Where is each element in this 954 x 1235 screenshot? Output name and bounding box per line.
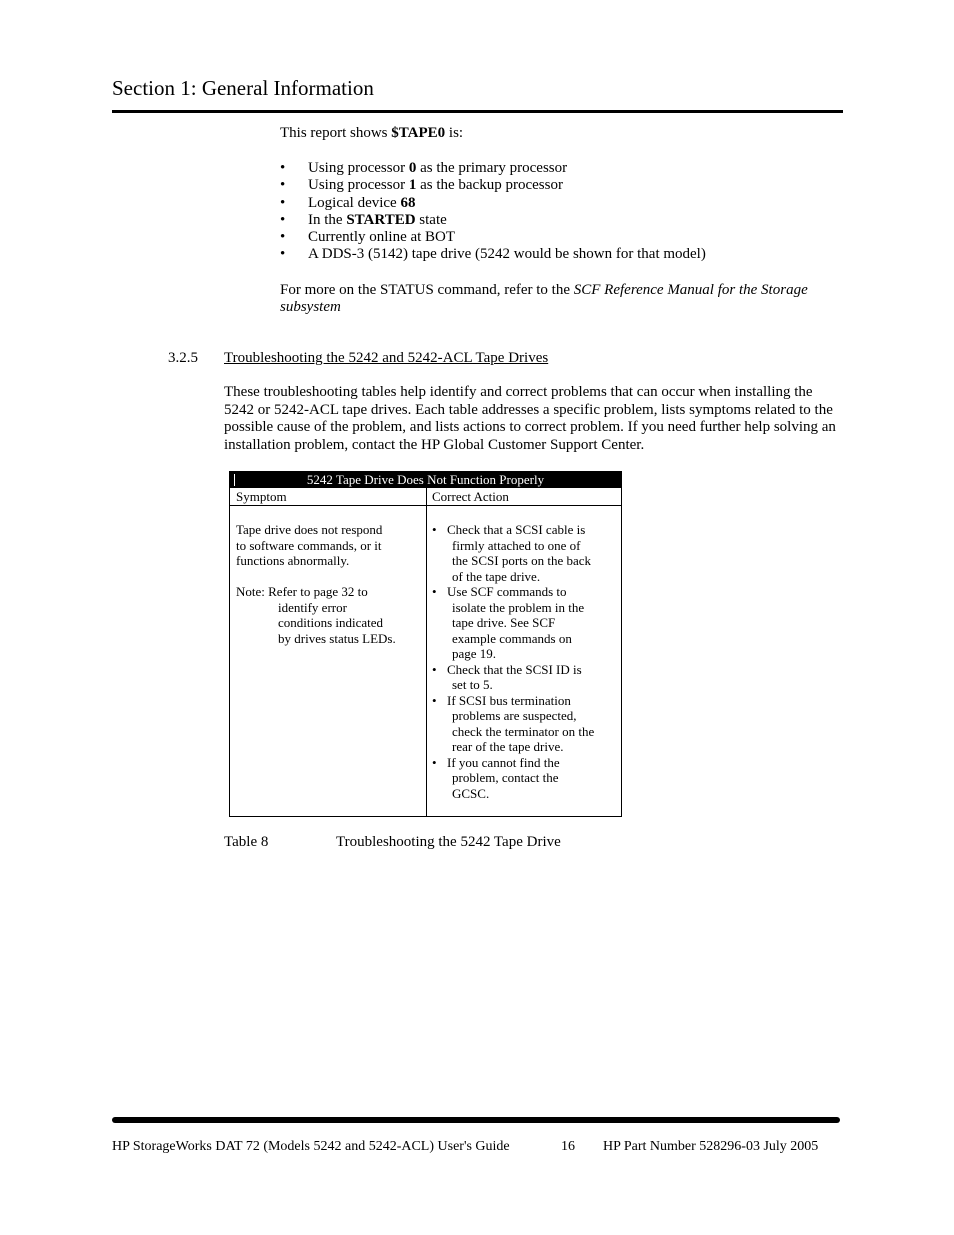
bullet-dot: • (432, 584, 437, 599)
list-item (280, 160, 706, 177)
col-header-action: Correct Action (432, 489, 509, 504)
intro-device: $TAPE0 (391, 125, 446, 141)
action-line: the SCSI ports on the back (452, 553, 592, 568)
action-line: example commands on (452, 630, 572, 646)
troubleshooting-table (229, 471, 622, 817)
bullet-text: state (415, 211, 447, 228)
action-line: Check that a SCSI cable is (447, 522, 586, 537)
list-item (280, 229, 706, 246)
bullet-text: Logical device (308, 194, 401, 211)
action-line: of the tape drive. (452, 568, 541, 584)
more-info (280, 282, 842, 316)
bullet-dot: • (432, 754, 437, 770)
action-line: problems are suspected, (452, 708, 577, 723)
action-line: tape drive. See SCF (452, 615, 556, 630)
list-item (280, 195, 706, 212)
bullet-bold: 1 (408, 177, 417, 194)
action-line: page 19. (452, 646, 497, 661)
table-caption (224, 834, 561, 851)
column-divider (426, 488, 427, 816)
bullet-dot: • (432, 692, 437, 708)
bullet-dot: • (432, 522, 437, 537)
footer-rule (112, 1117, 840, 1123)
action-line: Use SCF commands to (447, 584, 567, 599)
note-line: Note: Refer to page 32 to (236, 584, 368, 599)
list-item (432, 522, 594, 584)
action-line: firmly attached to one of (452, 537, 581, 553)
bullet-dot: • (280, 194, 286, 211)
bullet-dot: • (280, 229, 286, 246)
report-bullet-list (280, 160, 706, 264)
bullet-dot: • (280, 246, 286, 263)
note-line: identify error (278, 599, 347, 615)
action-line: GCSC. (452, 785, 490, 801)
bullet-text: Currently online at BOT (308, 229, 456, 246)
report-intro (280, 125, 463, 142)
symptom-line: to software commands, or it (236, 537, 382, 553)
subsection-title: Troubleshooting the 5242 and 5242-ACL Tape Drives (224, 350, 549, 366)
bullet-dot: • (280, 160, 286, 176)
note-line: conditions indicated (278, 615, 384, 630)
symptom-cell (236, 522, 382, 569)
caption-text: Troubleshooting the 5242 Tape Drive (336, 834, 561, 850)
list-item (280, 177, 706, 194)
col-header-symptom: Symptom (236, 489, 287, 504)
subsection-paragraph: These troubleshooting tables help identify and correct problems that can occur when installing the 5242 or 5242-ACL tape drives. Each table addresses a specific problem, lists symptoms related to the possible cause of the problem, and lists actions to correct problem. If you need further help solving an installation problem, contact the HP Global Customer Support Center. (224, 384, 836, 453)
symptom-line: functions abnormally. (236, 553, 350, 568)
manual-title: SCF Reference Manual for the Storage subsystem (280, 282, 808, 315)
action-line: If you cannot find the (447, 754, 560, 770)
bullet-dot: • (280, 177, 286, 194)
action-line: Check that the SCSI ID is (447, 661, 582, 677)
list-item (432, 662, 594, 693)
more-prefix: For more on the STATUS command, refer to the (280, 282, 574, 298)
list-item (280, 212, 706, 229)
intro-suffix: is: (445, 125, 464, 141)
note-line: by drives status LEDs. (278, 630, 396, 646)
list-item (432, 584, 594, 662)
action-line: If SCSI bus termination (447, 692, 571, 708)
subsection-number: 3.2.5 (168, 350, 198, 366)
list-item (280, 246, 706, 263)
symptom-note (236, 584, 396, 646)
caption-number: Table 8 (224, 834, 269, 850)
bullet-bold: STARTED (346, 211, 416, 228)
table-title-bar (230, 472, 621, 488)
header-rule (112, 110, 843, 113)
bullet-text: A DDS-3 (5142) tape drive (5242 would be shown for that model) (308, 246, 706, 263)
bullet-dot: • (432, 661, 437, 677)
list-item (432, 693, 594, 755)
symptom-line: Tape drive does not respond (236, 522, 383, 537)
bullet-bold: 0 (408, 160, 417, 176)
action-line: rear of the tape drive. (452, 739, 564, 754)
action-line: isolate the problem in the (452, 599, 585, 615)
bullet-text: Using processor (308, 177, 409, 194)
table-title: 5242 Tape Drive Does Not Function Properly (306, 472, 545, 487)
action-list (432, 522, 594, 801)
list-item (432, 755, 594, 802)
subsection-heading (168, 350, 548, 367)
bullet-text: In the (308, 211, 347, 228)
footer-guide-title: HP StorageWorks DAT 72 (Models 5242 and 5242-ACL) User's Guide (112, 1139, 510, 1154)
action-line: check the terminator on the (452, 723, 595, 739)
bullet-bold: 68 (400, 194, 416, 211)
footer-page-number: 16 (561, 1139, 575, 1154)
bullet-text: as the backup processor (416, 177, 563, 194)
bullet-text: Using processor (308, 160, 409, 176)
footer-part-number: HP Part Number 528296-03 July 2005 (603, 1139, 819, 1154)
bullet-dot: • (280, 211, 286, 228)
bullet-text: as the primary processor (416, 160, 568, 176)
section-title: Section 1: General Information (112, 76, 374, 100)
action-line: set to 5. (452, 677, 493, 692)
action-line: problem, contact the (452, 770, 559, 785)
intro-prefix: This report shows (280, 125, 392, 141)
